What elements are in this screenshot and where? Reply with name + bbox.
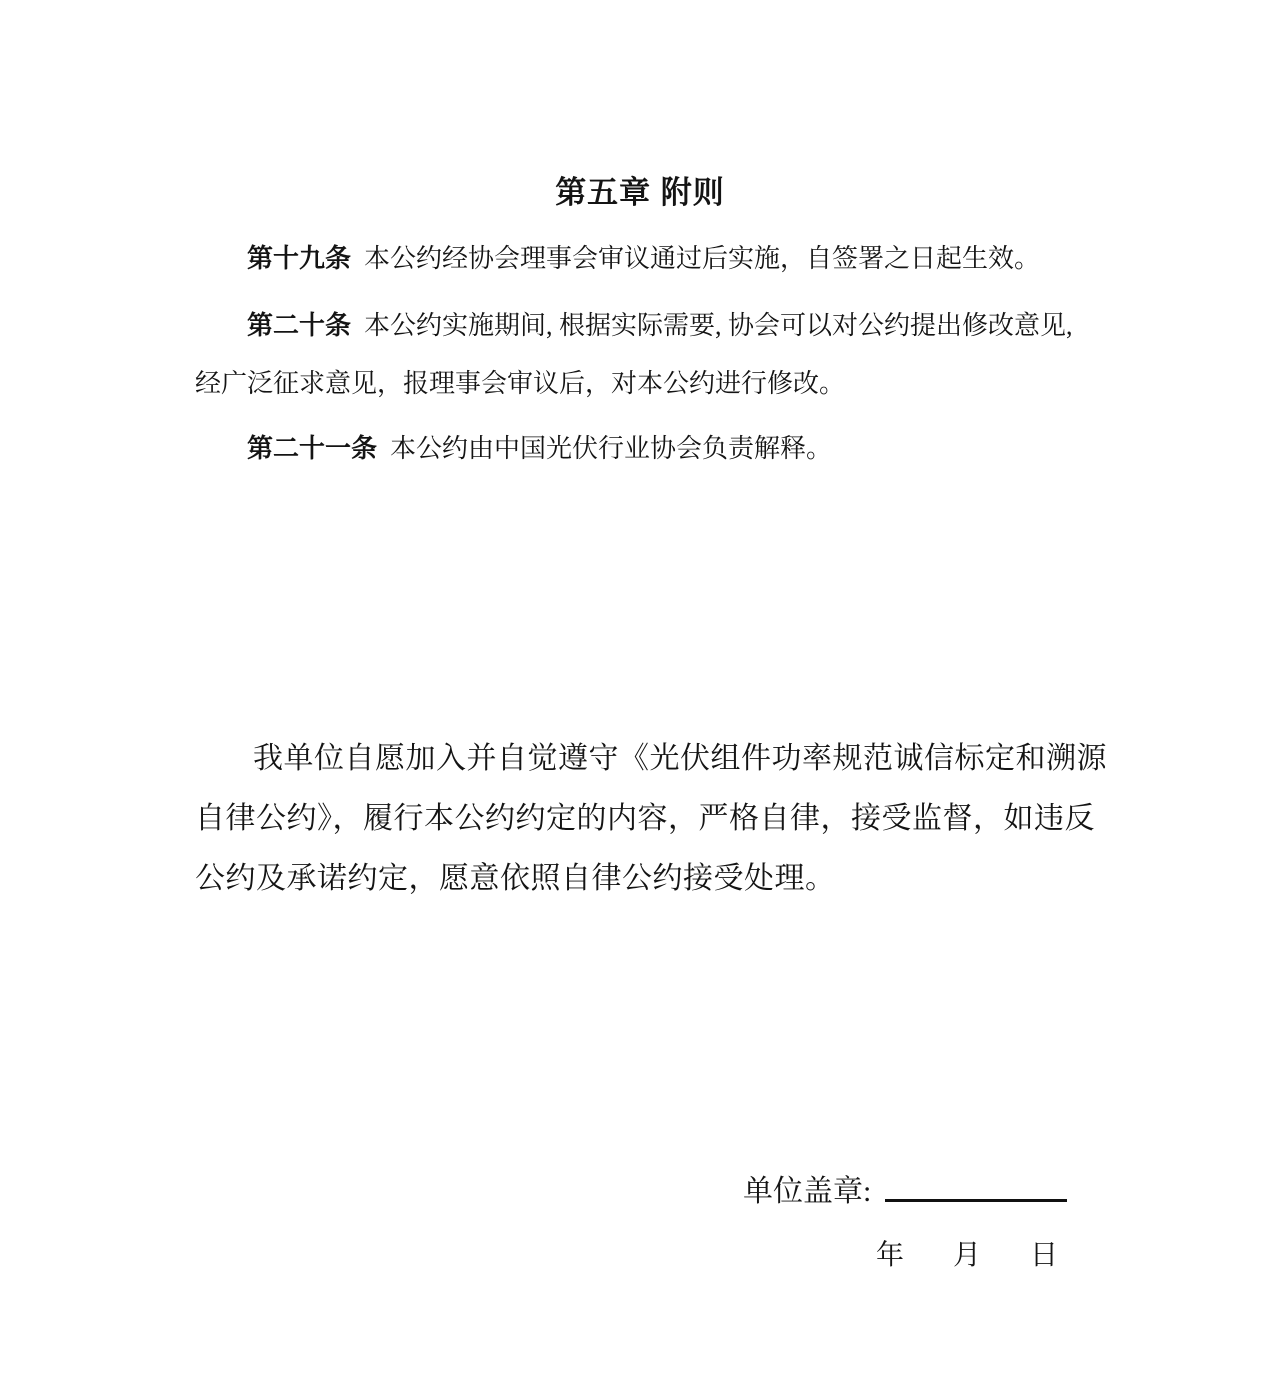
seal-label: 单位盖章: xyxy=(743,1175,872,1208)
date-year-label: 年 xyxy=(876,1240,905,1271)
seal-blank-underline xyxy=(885,1198,1067,1202)
article-21-line xyxy=(247,430,832,467)
pledge-text-line-2: 自律公约》，履行本公约约定的内容，严格自律，接受监督，如违反 xyxy=(195,802,1095,835)
article-20-line-1 xyxy=(247,307,1073,344)
article-19-line xyxy=(247,240,1040,277)
article-20-label: 第二十条 xyxy=(247,310,352,340)
date-month-label: 月 xyxy=(953,1240,982,1271)
pledge-text-line-1: 我单位自愿加入并自觉遵守《光伏组件功率规范诚信标定和溯源 xyxy=(253,742,1107,775)
pledge-line-2 xyxy=(195,799,1095,839)
article-20-text-line-1: 本公约实施期间, 根据实际需要, 协会可以对公约提出修改意见, xyxy=(364,311,1073,340)
article-20-line-2 xyxy=(195,366,845,402)
article-21-label: 第二十一条 xyxy=(247,433,378,463)
date-row xyxy=(876,1238,1058,1274)
article-19-text: 本公约经协会理事会审议通过后实施，自签署之日起生效。 xyxy=(364,244,1041,273)
article-21-text: 本公约由中国光伏行业协会负责解释。 xyxy=(390,434,833,463)
date-day-label: 日 xyxy=(1030,1240,1059,1271)
article-19-label: 第十九条 xyxy=(247,243,352,273)
pledge-text-line-3: 公约及承诺约定，愿意依照自律公约接受处理。 xyxy=(195,862,836,895)
pledge-line-1 xyxy=(253,739,1107,779)
article-20-text-line-2: 经广泛征求意见，报理事会审议后，对本公约进行修改。 xyxy=(195,369,846,398)
chapter-title: 第五章 附则 xyxy=(555,175,725,210)
seal-row xyxy=(743,1172,1067,1212)
pledge-line-3 xyxy=(195,859,836,899)
